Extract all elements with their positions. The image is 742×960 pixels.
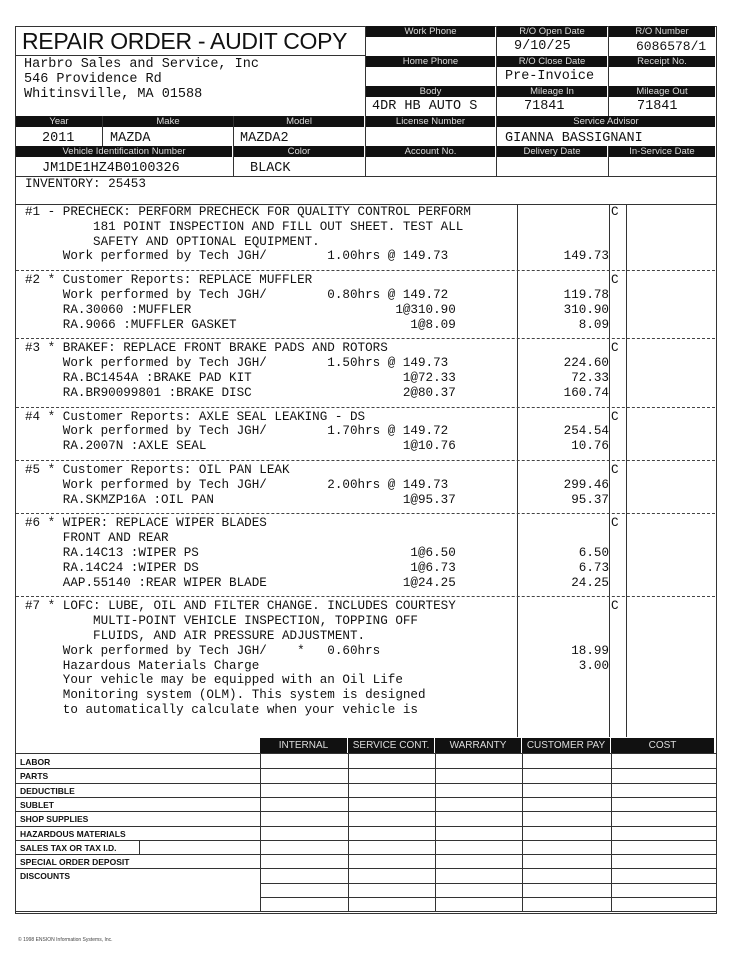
- job-line-amount: 6.73: [578, 560, 609, 575]
- pay-type-flag: C: [611, 273, 619, 288]
- job-line-text: RA.BC1454A :BRAKE PAD KIT 1@72.33: [25, 371, 456, 385]
- job-line-text: Work performed by Tech JGH/ 1.00hrs @ 149.73: [25, 249, 449, 264]
- job-line-text: #6 * WIPER: REPLACE WIPER BLADES: [25, 516, 267, 531]
- label-body: Body: [366, 86, 495, 97]
- dealer-name: Harbro Sales and Service, Inc: [24, 57, 259, 72]
- job-line-text: FLUIDS, AND AIR PRESSURE ADJUSTMENT.: [25, 629, 366, 643]
- job-line-amount: 299.46: [563, 477, 609, 492]
- job-line-amount: 3.00: [578, 658, 609, 673]
- job-line-text: Work performed by Tech JGH/ 1.50hrs @ 149.73: [25, 356, 449, 371]
- job-line-amount: 8.09: [578, 317, 609, 332]
- mileage-out-value: 71841: [637, 99, 678, 114]
- job-line-amount: 6.50: [578, 546, 609, 560]
- year-value: 2011: [42, 131, 75, 146]
- pay-type-flag: C: [611, 599, 619, 614]
- job-line-amount: 95.37: [571, 492, 609, 507]
- job-line-text: #4 * Customer Reports: AXLE SEAL LEAKING - DS: [25, 409, 366, 424]
- mileage-in-value: 71841: [524, 99, 565, 114]
- copyright-footer: © 1998 ENSION Information Systems, Inc.: [18, 937, 113, 943]
- label-home-phone: Home Phone: [366, 56, 495, 67]
- job-line-text: Work performed by Tech JGH/ 0.80hrs @ 149.72: [25, 288, 449, 302]
- job-line-text: Monitoring system (OLM). This system is designed: [25, 688, 426, 703]
- job-separator: [16, 596, 715, 597]
- pay-type-flag: C: [611, 205, 619, 219]
- job-line-amount: 224.60: [563, 356, 609, 371]
- job-line-text: #7 * LOFC: LUBE, OIL AND FILTER CHANGE. INCLUDES COURTESY: [25, 599, 456, 614]
- ro-open-date-value: 9/10/25: [514, 39, 571, 54]
- totals-row-label: SHOP SUPPLIES: [20, 814, 89, 825]
- job-line-text: #5 * Customer Reports: OIL PAN LEAK: [25, 463, 290, 477]
- label-receipt-no: Receipt No.: [609, 56, 715, 67]
- job-line-text: MULTI-POINT VEHICLE INSPECTION, TOPPING OFF: [25, 614, 418, 629]
- job-line-amount: 10.76: [571, 439, 609, 454]
- vin-value: JM1DE1HZ4B0100326: [42, 161, 180, 176]
- totals-row-label: HAZARDOUS MATERIALS: [20, 828, 126, 839]
- totals-row-label: SALES TAX OR TAX I.D.: [20, 842, 117, 853]
- color-value: BLACK: [250, 161, 291, 176]
- job-line-text: #2 * Customer Reports: REPLACE MUFFLER: [25, 273, 313, 288]
- label-in-service-date: In-Service Date: [609, 146, 715, 157]
- page-title: REPAIR ORDER - AUDIT COPY: [22, 28, 348, 54]
- totals-column-header: COST: [611, 738, 714, 753]
- pay-type-flag: C: [611, 409, 619, 424]
- pay-type-flag: C: [611, 516, 619, 531]
- job-separator: [16, 460, 715, 461]
- dealer-city: Whitinsville, MA 01588: [24, 87, 203, 102]
- inventory-text: INVENTORY: 25453: [25, 177, 146, 191]
- label-mileage-out: Mileage Out: [609, 86, 715, 97]
- job-line-text: RA.SKMZP16A :OIL PAN 1@95.37: [25, 492, 456, 507]
- job-line-amount: 72.33: [571, 371, 609, 385]
- totals-column-header: SERVICE CONT.: [348, 738, 434, 753]
- totals-row-label: PARTS: [20, 771, 49, 782]
- job-line-text: RA.14C24 :WIPER DS 1@6.73: [25, 560, 456, 575]
- ro-close-date-value: Pre-Invoice: [505, 69, 595, 84]
- dealer-address: 546 Providence Rd: [24, 72, 162, 87]
- label-ro-number: R/O Number: [609, 26, 715, 37]
- job-line-text: 181 POINT INSPECTION AND FILL OUT SHEET. TEST ALL: [25, 219, 464, 234]
- job-line-text: #1 - PRECHECK: PERFORM PRECHECK FOR QUALITY CONTROL PERFORM: [25, 205, 471, 219]
- job-line-text: RA.14C13 :WIPER PS 1@6.50: [25, 546, 456, 560]
- label-work-phone: Work Phone: [366, 26, 495, 37]
- job-line-amount: 310.90: [563, 302, 609, 317]
- job-line-text: RA.2007N :AXLE SEAL 1@10.76: [25, 439, 456, 454]
- label-mileage-in: Mileage In: [497, 86, 607, 97]
- job-separator: [16, 270, 715, 271]
- body-value: 4DR HB AUTO S: [372, 99, 478, 114]
- job-line-text: FRONT AND REAR: [25, 531, 169, 546]
- label-service-advisor: Service Advisor: [497, 116, 715, 127]
- totals-row-label: SUBLET: [20, 799, 54, 810]
- job-line-text: RA.9066 :MUFFLER GASKET 1@8.09: [25, 317, 456, 332]
- job-line-text: Work performed by Tech JGH/ 2.00hrs @ 149.73: [25, 477, 449, 492]
- job-line-text: Your vehicle may be equipped with an Oil Life: [25, 673, 403, 688]
- label-model: Model: [234, 116, 364, 127]
- make-value: MAZDA: [110, 131, 151, 146]
- job-line-amount: 18.99: [571, 643, 609, 658]
- service-advisor-value: GIANNA BASSIGNANI: [505, 131, 643, 146]
- label-vin: Vehicle Identification Number: [16, 146, 232, 157]
- pay-type-flag: C: [611, 463, 619, 477]
- job-line-text: Work performed by Tech JGH/ 1.70hrs @ 149.72: [25, 424, 449, 439]
- job-line-text: Work performed by Tech JGH/ * 0.60hrs: [25, 643, 381, 658]
- label-ro-open-date: R/O Open Date: [497, 26, 607, 37]
- job-line-amount: 24.25: [571, 575, 609, 590]
- label-make: Make: [103, 116, 233, 127]
- label-delivery-date: Delivery Date: [497, 146, 607, 157]
- totals-row-label: SPECIAL ORDER DEPOSIT: [20, 857, 130, 868]
- job-separator: [16, 407, 715, 408]
- job-line-text: RA.BR90099801 :BRAKE DISC 2@80.37: [25, 385, 456, 400]
- job-line-amount: 149.73: [563, 249, 609, 264]
- label-ro-close-date: R/O Close Date: [497, 56, 607, 67]
- job-separator: [16, 338, 715, 339]
- label-year: Year: [16, 116, 102, 127]
- totals-row-label: DISCOUNTS: [20, 871, 71, 882]
- label-color: Color: [234, 146, 364, 157]
- totals-row-label: LABOR: [20, 757, 51, 767]
- pay-type-flag: C: [611, 341, 619, 356]
- ro-number-value: 6086578/1: [636, 39, 707, 54]
- job-line-text: SAFETY AND OPTIONAL EQUIPMENT.: [25, 234, 320, 249]
- totals-column-header: INTERNAL: [260, 738, 347, 753]
- job-line-amount: 254.54: [563, 424, 609, 439]
- job-line-text: RA.30060 :MUFFLER 1@310.90: [25, 302, 456, 317]
- job-line-text: AAP.55140 :REAR WIPER BLADE 1@24.25: [25, 575, 456, 590]
- job-line-amount: 119.78: [563, 288, 609, 302]
- job-line-text: Hazardous Materials Charge: [25, 658, 260, 673]
- job-line-amount: 160.74: [563, 385, 609, 400]
- job-line-text: #3 * BRAKEF: REPLACE FRONT BRAKE PADS AND ROTORS: [25, 341, 388, 356]
- model-value: MAZDA2: [240, 131, 289, 146]
- totals-column-header: WARRANTY: [435, 738, 521, 753]
- totals-column-header: CUSTOMER PAY: [522, 738, 610, 753]
- label-account-no: Account No.: [366, 146, 495, 157]
- job-separator: [16, 513, 715, 514]
- label-license-number: License Number: [366, 116, 495, 127]
- totals-row-label: DEDUCTIBLE: [20, 785, 75, 796]
- job-line-text: to automatically calculate when your vehicle is: [25, 703, 418, 717]
